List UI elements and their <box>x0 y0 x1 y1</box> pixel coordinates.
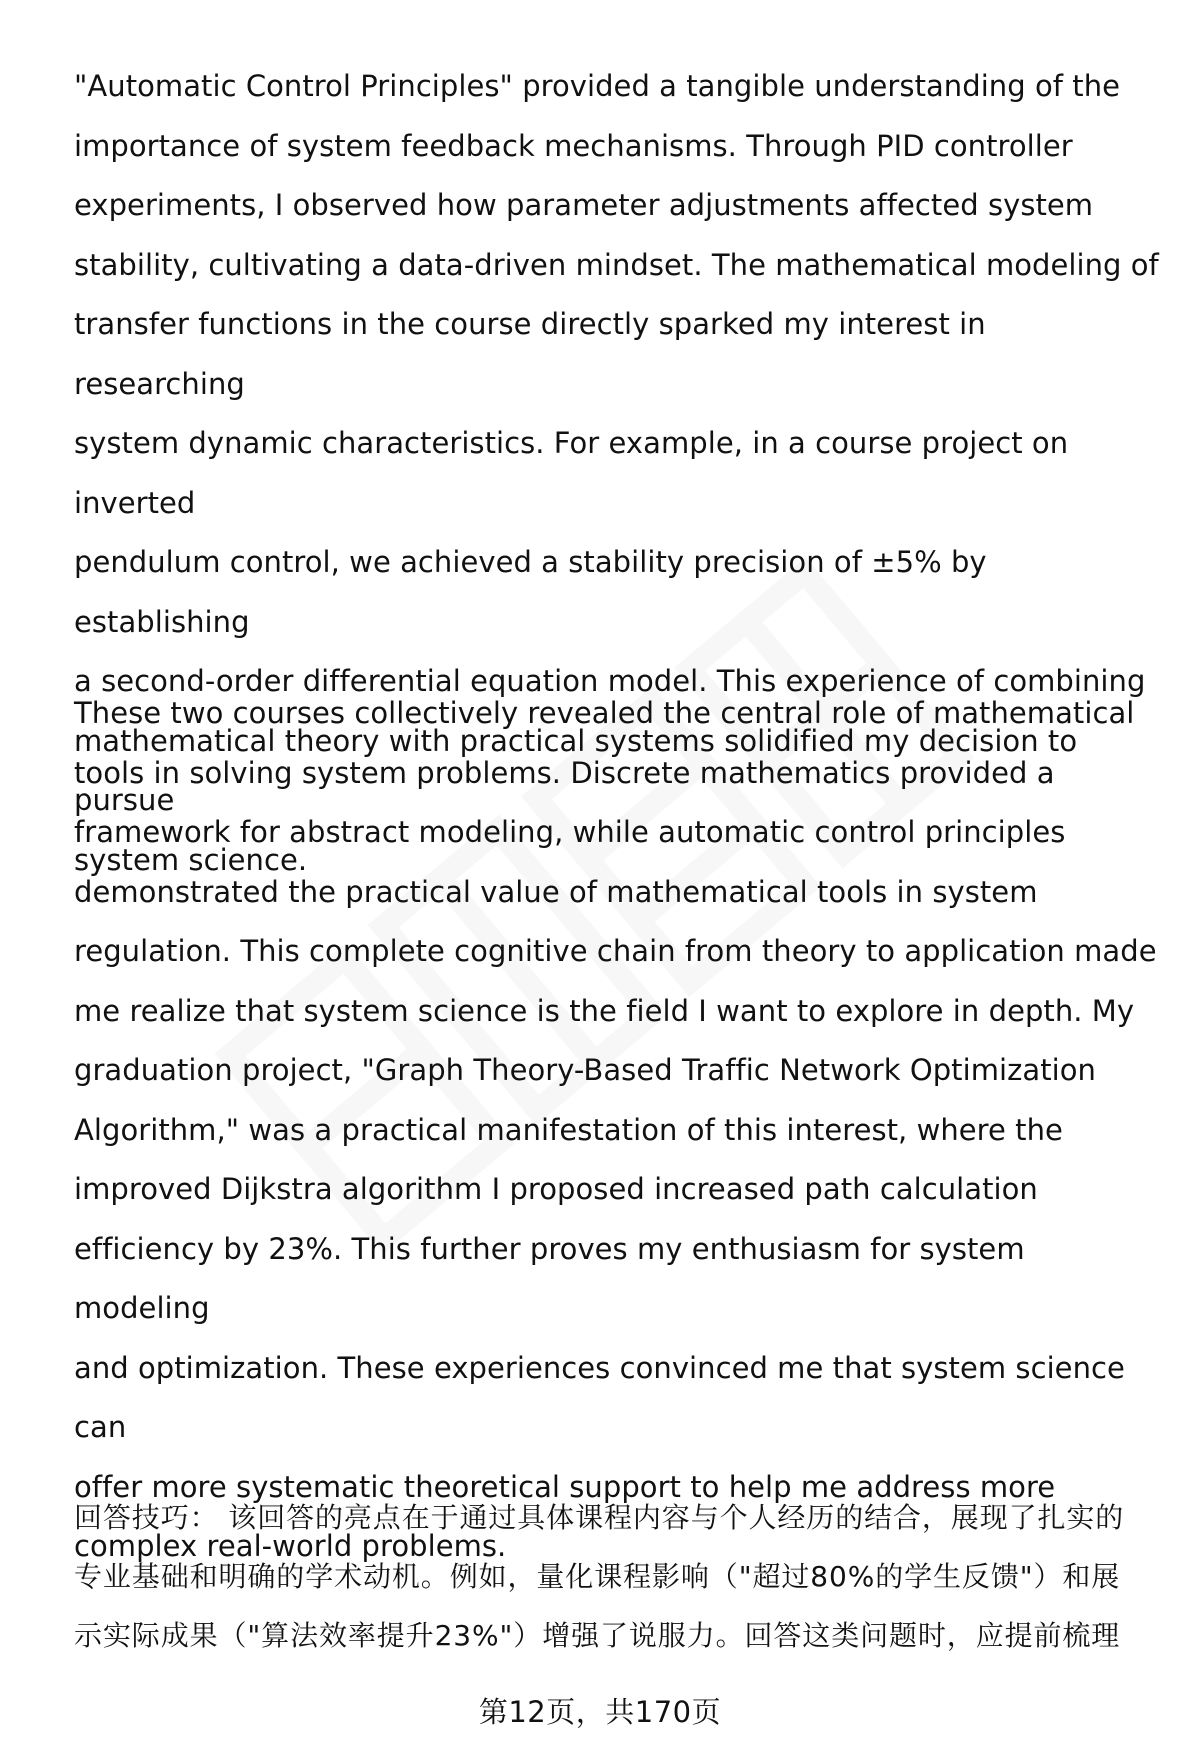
body-paragraph-control-principles: "Automatic Control Principles" provided a tangible understanding of the importance of system feedback mechanisms. Through PID controller experiments, I observed how parameter adjustments affected system stability, cultivating a data-driven mindset. The mathematical modeling of transfer functions in the course directly sparked my interest in researching system dynamic characteristics. For example, in a course project on inverted pendulum control, we achieved a stability precision of ±5% by establishing a second-order differential equation model. This experience of combining mathematical theory with practical systems solidified my decision to pursue system science. <box>74 69 1159 877</box>
body-paragraph-courses-summary: These two courses collectively revealed the central role of mathematical tools in solving system problems. Discrete mathematics provided a framework for abstract modeling, while automatic control principles demonstrated the practical value of mathematical tools in system regulation. This complete cognitive chain from theory to application made me realize that system science is the field I want to explore in depth. My graduation project, "Graph Theory-Based Traffic Network Optimization Algorithm," was a practical manifestation of this interest, where the improved Dijkstra algorithm I proposed increased path calculation efficiency by 23%. This further proves my enthusiasm for system modeling and optimization. These experiences convinced me that system science can offer more systematic theoretical support to help me address more complex real-world problems. <box>74 696 1157 1563</box>
answer-tips-paragraph: 回答技巧： 该回答的亮点在于通过具体课程内容与个人经历的结合，展现了扎实的 专业基础和明确的学术动机。例如，量化课程影响（"超过80%的学生反馈"）和展 示实际成果（"算法效率提升23%"）增强了说服力。回答这类问题时，应提前梳理 <box>74 1501 1125 1652</box>
page-number-footer: 第12页，共170页 <box>478 1695 722 1729</box>
